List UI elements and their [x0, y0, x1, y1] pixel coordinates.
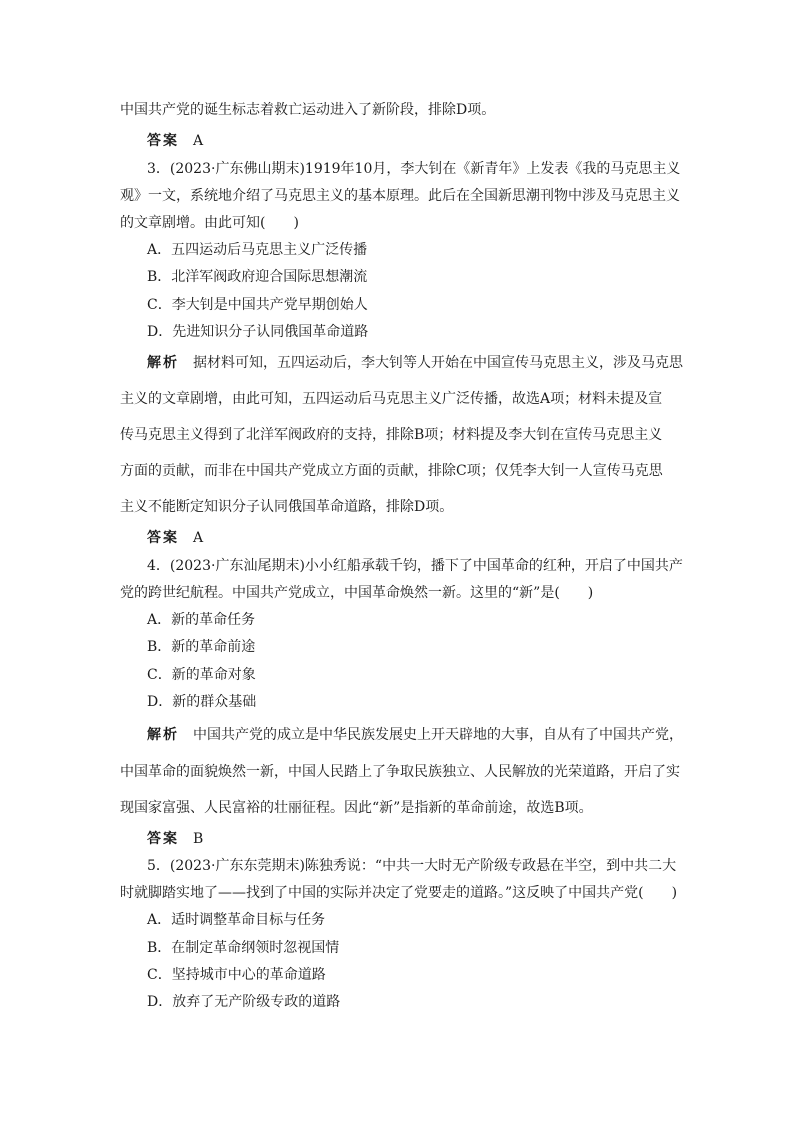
answer-label: 答案: [147, 133, 179, 149]
answer-line: [147, 131, 203, 151]
q5-option-b: B．在制定革命纲领时忽视国情: [147, 940, 340, 956]
q5-stem-line: 5．(2023·广东东莞期末)陈独秀说：“中共一大时无产阶级专政悬在半空，到中共二大: [147, 858, 677, 874]
q3-option-d: D．先进知识分子认同俄国革命道路: [147, 324, 369, 340]
q4-option-d: D．新的群众基础: [147, 694, 257, 710]
q5-option-d: D．放弃了无产阶级专政的道路: [147, 994, 341, 1010]
answer-line: [147, 528, 203, 548]
q4-stem-line: 党的跨世纪航程。中国共产党成立，中国革命焕然一新。这里的“新”是( ): [120, 585, 594, 601]
analysis-label: 解析: [147, 727, 179, 743]
q4-option-c: C．新的革命对象: [147, 667, 256, 683]
answer-value: A: [193, 530, 204, 546]
answer-label: 答案: [147, 831, 179, 847]
q5-option-a: A．适时调整革命目标与任务: [147, 912, 326, 928]
q4-analysis-line: 现国家富强、人民富裕的壮丽征程。因此“新”是指新的革命前途，故选B项。: [120, 800, 593, 816]
q4-analysis-line: 中国革命的面貌焕然一新，中国人民踏上了争取民族独立、人民解放的光荣道路，开启了实: [120, 764, 680, 780]
q4-stem-line: 4．(2023·广东汕尾期末)小小红船承载千钧，播下了中国革命的红种，开启了中国共产: [147, 558, 683, 574]
answer-line: [147, 829, 203, 849]
q3-option-b: B．北洋军阀政府迎合国际思想潮流: [147, 269, 368, 285]
q5-option-c: C．坚持城市中心的革命道路: [147, 967, 326, 983]
q5-stem-line: 时就脚踏实地了——找到了中国的实际并决定了党要走的道路。”这反映了中国共产党( ): [120, 885, 678, 901]
q4-analysis-line: [147, 725, 683, 745]
answer-value: A: [193, 133, 204, 149]
q3-stem-line: 的文章剧增。由此可知( ): [120, 215, 299, 231]
q3-analysis-line: 传马克思主义得到了北洋军阀政府的支持，排除B项；材料提及李大钊在宣传马克思主义: [120, 427, 663, 443]
q4-option-b: B．新的革命前途: [147, 639, 256, 655]
analysis-text: 据材料可知，五四运动后，李大钊等人开始在中国宣传马克思主义，涉及马克思: [193, 355, 683, 371]
q3-analysis-line: 方面的贡献，而非在中国共产党成立方面的贡献，排除C项；仅凭李大钊一人宣传马克思: [120, 463, 663, 479]
q3-stem-line: 3．(2023·广东佛山期末)1919年10月，李大钊在《新青年》上发表《我的马克思主义: [147, 161, 681, 177]
analysis-text: 中国共产党的成立是中华民族发展史上开天辟地的大事，自从有了中国共产党，: [193, 727, 683, 743]
q3-analysis-line: 主义的文章剧增，由此可知，五四运动后马克思主义广泛传播，故选A项；材料未提及宣: [120, 391, 663, 407]
q3-option-a: A．五四运动后马克思主义广泛传播: [147, 242, 368, 258]
q3-analysis-line: 主义不能断定知识分子认同俄国革命道路，排除D项。: [120, 499, 454, 515]
q3-analysis-line: [147, 353, 683, 373]
answer-label: 答案: [147, 530, 179, 546]
analysis-label: 解析: [147, 355, 179, 371]
q3-option-c: C．李大钊是中国共产党早期创始人: [147, 297, 368, 313]
q4-option-a: A．新的革命任务: [147, 612, 256, 628]
answer-value: B: [193, 831, 204, 847]
intro-line: 中国共产党的诞生标志着救亡运动进入了新阶段，排除D项。: [120, 102, 496, 118]
q3-stem-line: 观》一文，系统地介绍了马克思主义的基本原理。此后在全国新思潮刊物中涉及马克思主义: [120, 188, 680, 204]
